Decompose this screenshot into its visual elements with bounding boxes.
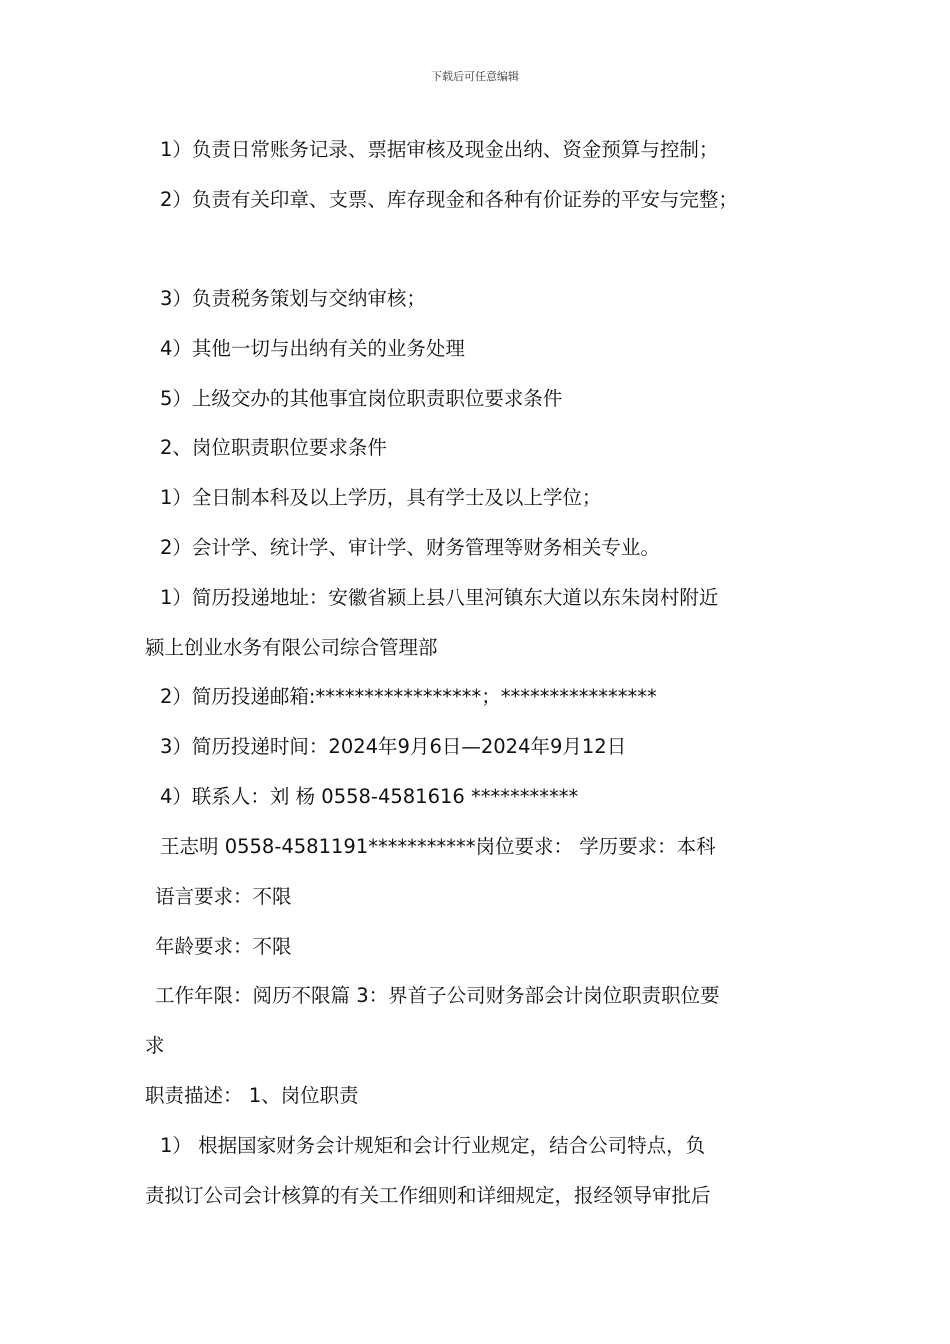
page-header: 下载后可任意编辑 (431, 70, 519, 83)
paragraph-line: 责拟订公司会计核算的有关工作细则和详细规定，报经领导审批后 (145, 1184, 711, 1207)
paragraph-line: 求 (145, 1034, 165, 1057)
paragraph-line: 1）简历投递地址：安徽省颍上县八里河镇东大道以东朱岗村附近 (160, 586, 719, 609)
paragraph-line: 职责描述： 1、岗位职责 (145, 1084, 359, 1107)
paragraph-line: 1） 根据国家财务会计规矩和会计行业规定，结合公司特点，负 (160, 1134, 706, 1157)
paragraph-line: 2）会计学、统计学、审计学、财务管理等财务相关专业。 (160, 536, 660, 559)
paragraph-line: 3）负责税务策划与交纳审核； (160, 287, 426, 310)
paragraph-line: 王志明 0558-4581191***********岗位要求： 学历要求：本科 (160, 835, 716, 858)
paragraph-line: 2）负责有关印章、支票、库存现金和各种有价证券的平安与完整； (160, 188, 738, 211)
paragraph-line: 年龄要求：不限 (155, 935, 292, 958)
paragraph-line: 颍上创业水务有限公司综合管理部 (145, 636, 438, 659)
paragraph-line: 工作年限：阅历不限篇 3：界首子公司财务部会计岗位职责职位要 (155, 984, 720, 1007)
paragraph-line: 1）全日制本科及以上学历，具有学士及以上学位； (160, 486, 602, 509)
paragraph-line: 2）简历投递邮箱:*****************；**************** (160, 685, 657, 708)
section-heading: 2、岗位职责职位要求条件 (160, 436, 387, 459)
paragraph-line: 5）上级交办的其他事宜岗位职责职位要求条件 (160, 387, 563, 410)
paragraph-line: 4）联系人：刘 杨 0558-4581616 *********** (160, 785, 579, 808)
paragraph-line: 语言要求：不限 (155, 885, 292, 908)
paragraph-line: 1）负责日常账务记录、票据审核及现金出纳、资金预算与控制； (160, 138, 719, 161)
paragraph-line: 3）简历投递时间：2024年9月6日—2024年9月12日 (160, 735, 627, 758)
paragraph-line: 4）其他一切与出纳有关的业务处理 (160, 337, 465, 360)
